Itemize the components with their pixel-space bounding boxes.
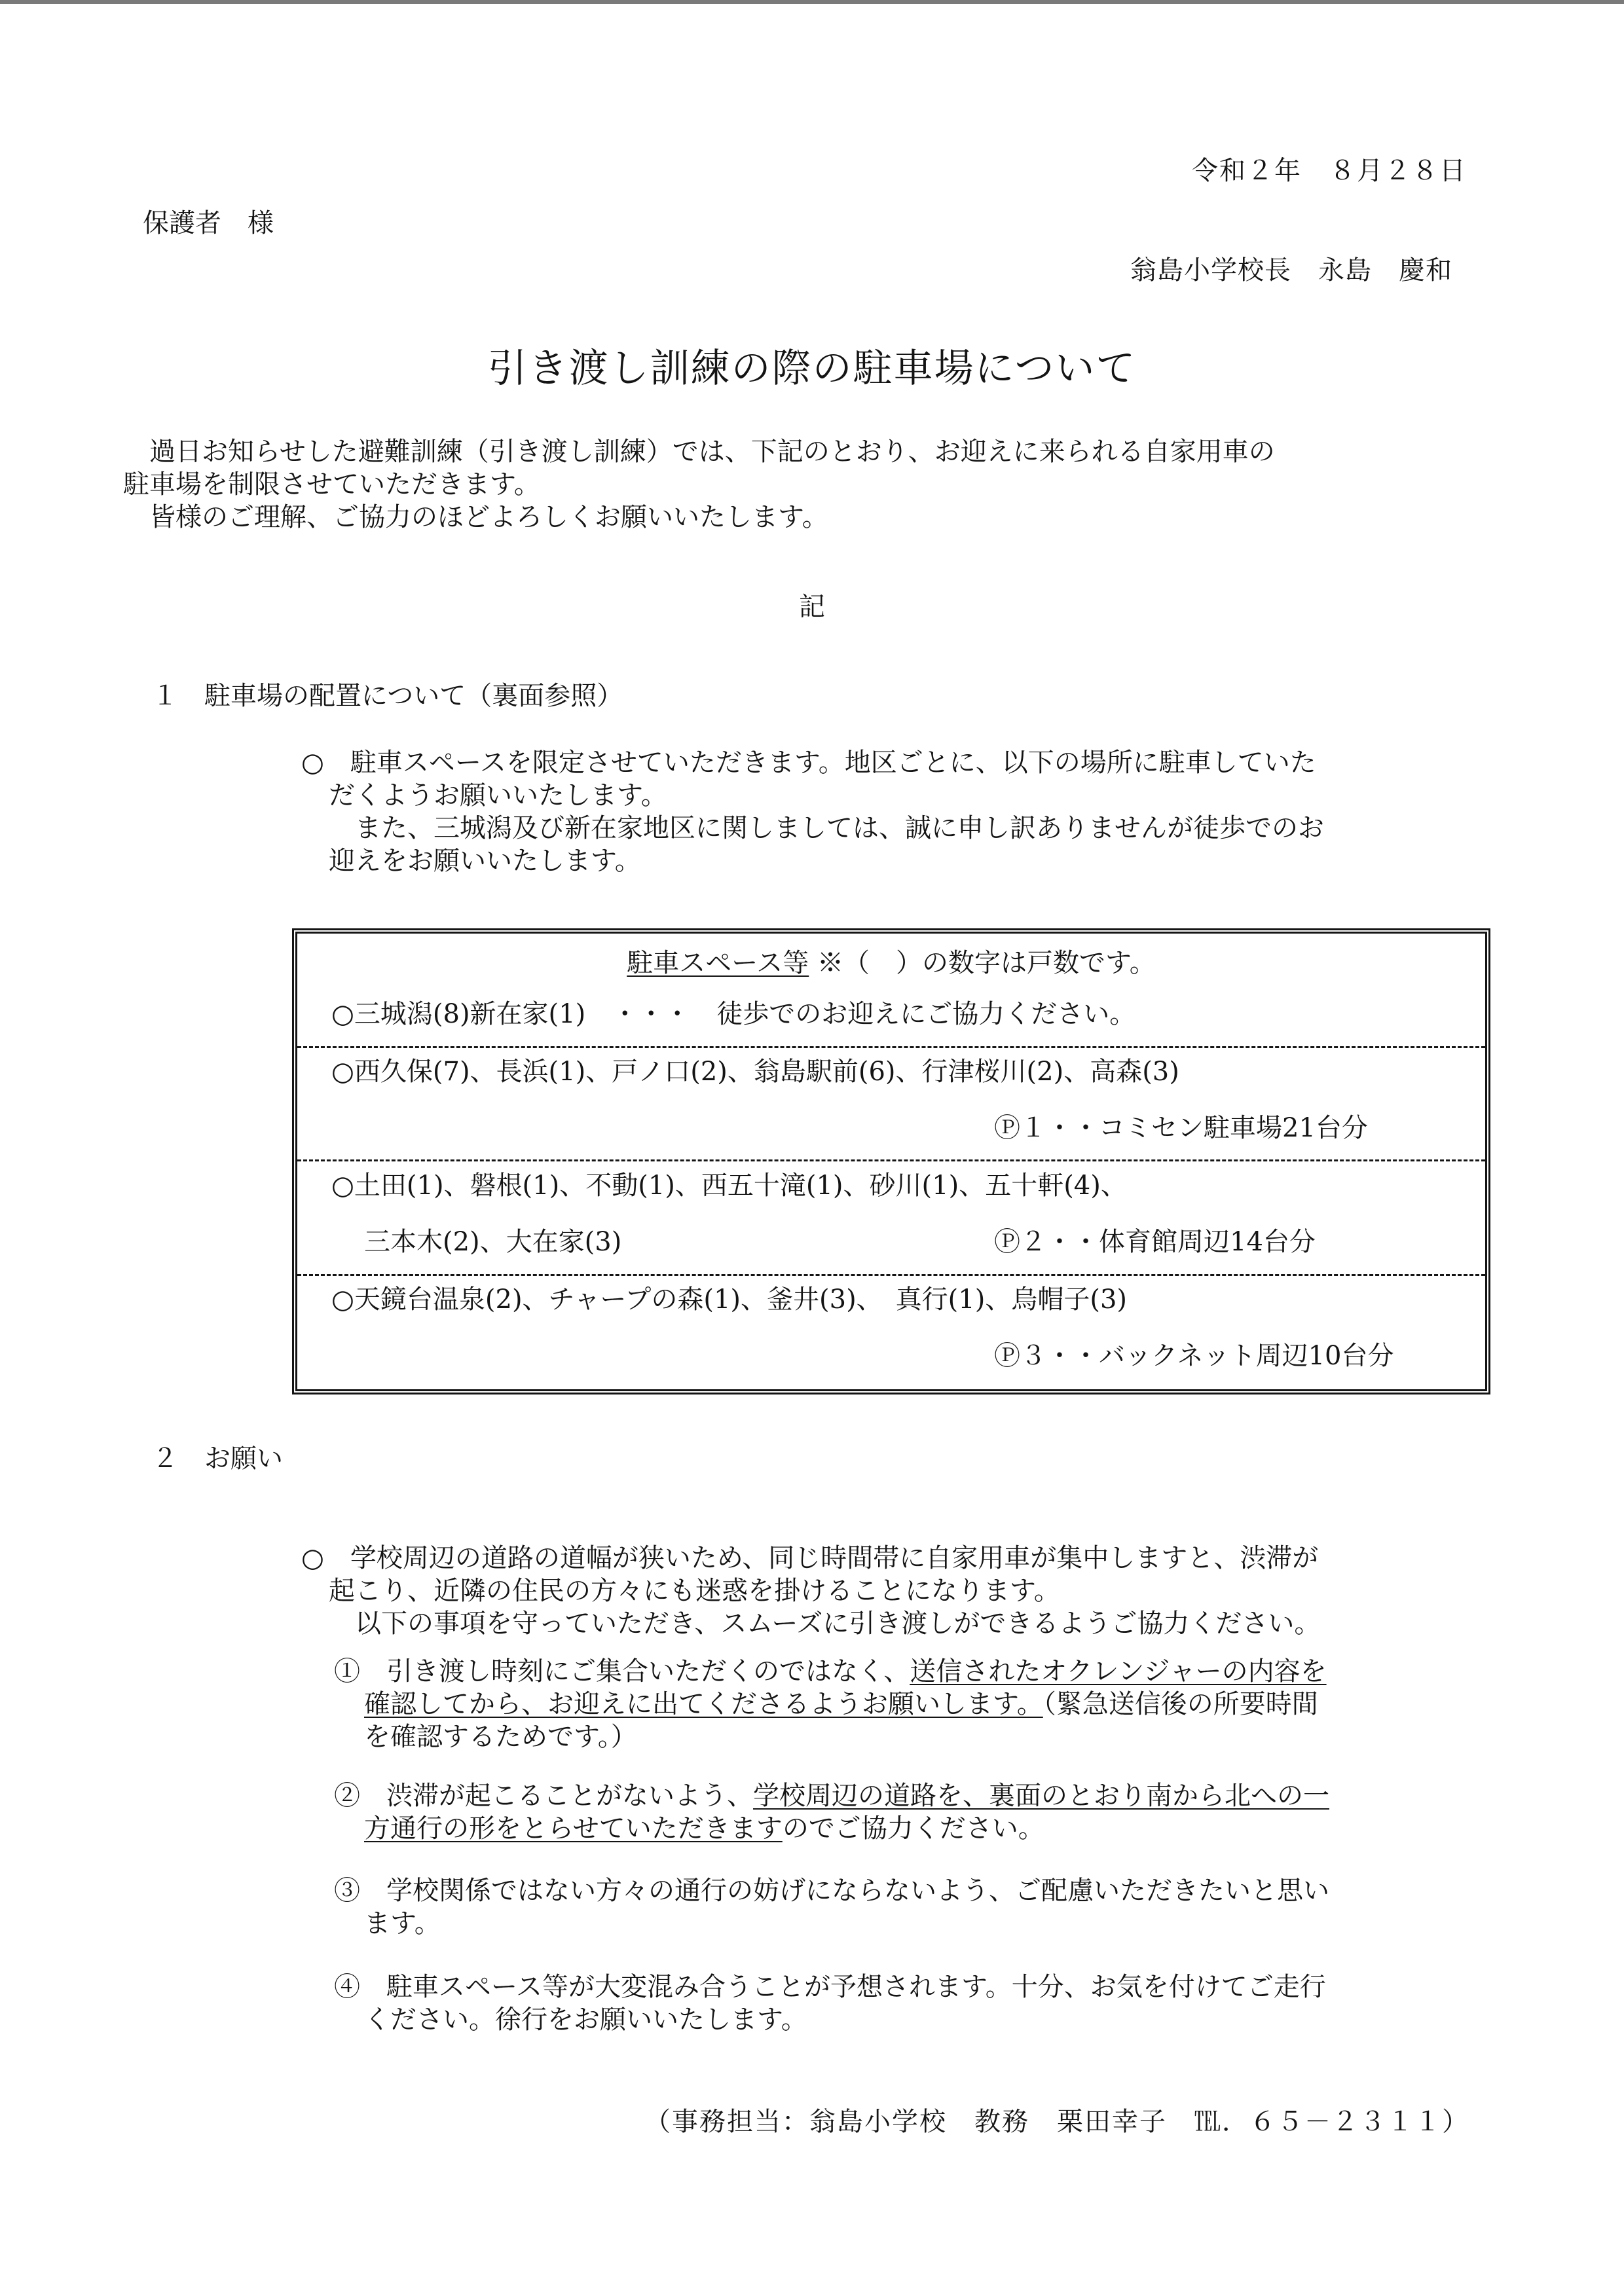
section1-line: また、三城潟及び新在家地区に関しましては、誠に申し訳ありませんが徒歩でのお (355, 813, 1324, 843)
section2-heading: ２ お願い (152, 1444, 283, 1474)
dashed-divider (297, 1274, 1485, 1276)
item-text: ください。徐行をお願いいたします。 (364, 2005, 807, 2035)
section2-line: 起こり、近隣の住民の方々にも迷惑を掛けることになります。 (329, 1576, 1060, 1606)
scan-top-edge (0, 0, 1624, 4)
item-text: を確認するためです。） (364, 1722, 637, 1752)
request-item-1 (334, 1655, 1327, 1753)
ki-marker: 記 (799, 592, 825, 622)
item-text: ① 引き渡し時刻にご集合いただくのではなく、 (334, 1656, 910, 1686)
dashed-divider (297, 1159, 1485, 1161)
parking-group-text: ○土田(1)、磐根(1)、不動(1)、西五十滝(1)、砂川(1)、五十軒(4)、 (331, 1171, 1127, 1201)
intro-line: 皆様のご理解、ご協力のほどよろしくお願いいたします。 (149, 502, 828, 532)
item-text: ② 渋滞が起こることがないよう、 (334, 1781, 753, 1811)
request-item-4 (334, 1971, 1326, 2036)
section1-heading: １ 駐車場の配置について（裏面参照） (152, 681, 623, 711)
intro-line: 過日お知らせした避難訓練（引き渡し訓練）では、下記のとおり、お迎えに来られる自家用車の (149, 437, 1275, 467)
item-text: のでご協力ください。 (782, 1813, 1044, 1844)
item-text: ③ 学校関係ではない方々の通行の妨げにならないよう、ご配慮いただきたいと思い (334, 1876, 1329, 1906)
item-underlined-text: 確認してから、お迎えに出てくださるようお願いします。 (364, 1689, 1043, 1719)
request-item-2 (334, 1779, 1329, 1845)
dashed-divider (297, 1046, 1485, 1048)
page-title: 引き渡し訓練の際の駐車場について (487, 346, 1137, 392)
parking-table (292, 928, 1490, 1394)
parking-group-text: ○天鏡台温泉(2)、チャープの森(1)、釜井(3)、 真行(1)、烏帽子(3) (331, 1285, 1128, 1315)
section1-line: ○ 駐車スペースを限定させていただきます。地区ごとに、以下の場所に駐車していた (301, 748, 1316, 778)
section1-paragraph (301, 746, 1324, 877)
item-text: （緊急送信後の所要時間 (1043, 1689, 1318, 1719)
section2-line: 以下の事項を守っていただき、スムーズに引き渡しができるようご協力ください。 (355, 1609, 1321, 1639)
item-underlined-text: 送信されたオクレンジャーの内容を (910, 1656, 1327, 1686)
document-date: 令和２年 ８月２８日 (1192, 156, 1467, 186)
intro-line: 駐車場を制限させていただきます。 (123, 469, 540, 500)
contact-info: （事務担当：翁島小学校 教務 栗田幸子 ℡．６５－２３１１） (644, 2107, 1469, 2137)
parking-heading-label: 駐車スペース等 (627, 948, 809, 978)
parking-lot-p3: Ⓟ３・・バックネット周辺10台分 (994, 1341, 1394, 1371)
parking-group-text: ○西久保(7)、長浜(1)、戸ノ口(2)、翁島駅前(6)、行津桜川(2)、高森(3) (331, 1057, 1179, 1087)
section2-line: ○ 学校周辺の道路の道幅が狭いため、同じ時間帯に自家用車が集中しますと、渋滞が (301, 1543, 1319, 1573)
intro-paragraph (123, 435, 1275, 534)
parking-lot-p2: Ⓟ２・・体育館周辺14台分 (994, 1227, 1316, 1257)
parking-heading-note: ※（ ）の数字は戸数です。 (817, 948, 1156, 978)
recipient: 保護者 様 (143, 208, 274, 238)
parking-group-text: 三本木(2)、大在家(3) (364, 1227, 622, 1257)
section1-line: 迎えをお願いいたします。 (329, 846, 641, 876)
sender: 翁島小学校長 永島 慶和 (1130, 255, 1452, 285)
section1-line: だくようお願いいたします。 (329, 780, 667, 811)
parking-group-text: ○三城潟(8)新在家(1) ・・・ 徒歩でのお迎えにご協力ください。 (331, 999, 1136, 1029)
parking-table-heading (297, 948, 1485, 978)
item-underlined-text: 方通行の形をとらせていただきます (364, 1813, 783, 1844)
item-text: ます。 (364, 1908, 441, 1939)
item-underlined-text: 学校周辺の道路を、裏面のとおり南から北への一 (753, 1781, 1329, 1811)
section2-paragraph (301, 1542, 1320, 1640)
item-text: ④ 駐車スペース等が大変混み合うことが予想されます。十分、お気を付けてご走行 (334, 1972, 1326, 2002)
parking-lot-p1: Ⓟ１・・コミセン駐車場21台分 (994, 1113, 1368, 1143)
request-item-3 (334, 1874, 1329, 1940)
